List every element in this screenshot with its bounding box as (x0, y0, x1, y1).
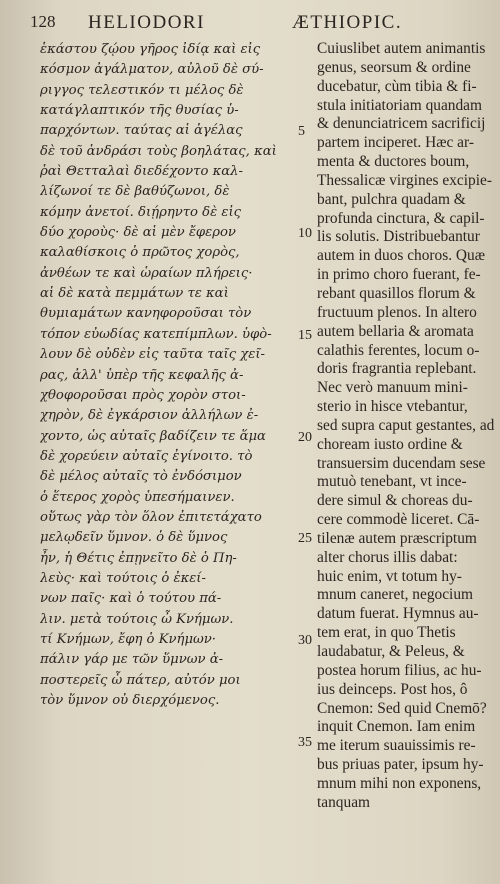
margin-line-number: 15 (298, 327, 312, 343)
greek-text-line: οὕτως γὰρ τὸν ὅλον ἐπιτετάχατο (40, 509, 262, 525)
greek-text-line: χθοφοροῦσαι πρὸς χορὸν στοι- (40, 387, 246, 403)
greek-text-line: κόμην ἀνετοί. διῄρηντο δὲ εἰς (40, 204, 242, 220)
latin-text-line: mnum caneret, negocium (317, 586, 473, 604)
greek-text-line: τὸν ὕμνον οὐ διερχόμενος. (40, 693, 220, 708)
latin-text-line: Cnemon: Sed quid Cnemō? (317, 699, 487, 717)
latin-text-line: tilenæ autem præscriptum (317, 529, 477, 547)
greek-text-line: ἀνθέων τε καὶ ὡραίων πλήρεις· (40, 265, 253, 281)
latin-text-line: choream iusto ordine & (317, 435, 463, 453)
greek-text-line: κόσμον ἀγάλματον, αὐλοῦ δὲ σύ- (40, 62, 264, 78)
greek-text-line: λίζωνοί τε δὲ βαθύζωνοι, δὲ (40, 184, 230, 200)
margin-line-number: 35 (298, 734, 312, 750)
greek-text-line: παρχόντων. ταύτας αἱ ἀγέλας (40, 123, 243, 139)
latin-text-line: sterio in hisce vtebantur, (317, 398, 468, 416)
margin-line-number: 20 (298, 429, 312, 445)
running-title-left: HELIODORI (88, 12, 205, 33)
latin-text-line: Thessalicæ virgines excipie- (317, 171, 492, 189)
latin-text-line: genus, seorsum & ordine (317, 58, 471, 76)
latin-text-line: dere simul & choreas du- (317, 492, 473, 510)
latin-text-line: tanquam (317, 793, 370, 811)
latin-text-line: laudabatur, & Peleus, & (317, 643, 465, 660)
latin-text-line: bant, pulchra quadam & (317, 190, 466, 208)
greek-text-line: λουν δὲ οὐδὲν εἰς ταῦτα ταῖς χεῖ- (40, 347, 265, 363)
greek-text-line: χηρὸν, δὲ ἐγκάρσιον ἀλλήλων ἐ- (40, 408, 259, 424)
latin-text-line: profunda cinctura, & capil- (317, 209, 485, 227)
greek-text-line: δὲ μέλος αὐταῖς τὸ ἐνδόσιμον (40, 469, 242, 485)
greek-text-line: δύο χοροὺς· δὲ αἱ μὲν ἔφερον (40, 225, 236, 241)
greek-text-line: λεὺς· καὶ τούτοις ὁ ἐκεί- (40, 570, 206, 586)
latin-text-line: ius deinceps. Post hos, ô (317, 680, 468, 698)
latin-text-line: in primo choro fuerant, fe- (317, 266, 481, 284)
greek-text-line: μελῳδεῖν ὕμνον. ὁ δὲ ὕμνος (40, 530, 228, 546)
greek-text-line: τόπον εὐωδίας κατεπίμπλων. ὑφὸ- (40, 326, 272, 342)
greek-text-line: τί Κνήμων, ἔφη ὁ Κνήμων· (40, 631, 216, 647)
latin-text-line: mnum mihi non exponens, (317, 774, 482, 792)
greek-text-line: δὲ τοῦ ἀνδράσι τοὺς βοηλάτας, καὶ (40, 143, 277, 159)
latin-text-line: mutuò tenebant, vt ince- (317, 473, 467, 491)
latin-text-line: ducebatur, cùm tibia & fi- (317, 77, 477, 95)
greek-text-line: ῥαὶ Θετταλαὶ διεδέχοντο καλ- (40, 164, 243, 180)
latin-text-line: inquit Cnemon. Iam enim (317, 718, 476, 736)
latin-text-line: tem erat, in quo Thetis (317, 624, 456, 642)
latin-text-line: calathis ferentes, locum o- (317, 341, 480, 359)
latin-text-line: partem inciperet. Hæc ar- (317, 134, 474, 152)
greek-text-line: νων παῖς· καὶ ὁ τούτου πά- (40, 591, 222, 607)
margin-line-number: 10 (298, 226, 312, 242)
greek-column (40, 40, 302, 711)
margin-line-number: 30 (298, 633, 312, 649)
latin-text-line: sed supra caput gestantes, ad (317, 416, 495, 434)
margin-line-number: 5 (298, 124, 305, 140)
latin-text-line: fructuum plenos. In altero (317, 303, 477, 321)
latin-text-line: & denunciatricem sacrificij (317, 115, 486, 133)
greek-text-line: ρας, ἀλλ' ὑπὲρ τῆς κεφαλῆς ἀ- (40, 367, 244, 383)
greek-text-line: ὁ ἕτερος χορὸς ὑπεσήμαινεν. (40, 489, 235, 505)
greek-text-line: αἱ δὲ κατὰ πεμμάτων τε καὶ (40, 286, 229, 302)
latin-text-line: lis solutis. Distribuebantur (317, 228, 480, 246)
greek-text-line: ἑκάστου ζῴου γῆρος ἰδίᾳ καὶ εἰς (40, 42, 261, 57)
greek-text-line: πάλιν γάρ με τῶν ὕμνων ἀ- (40, 652, 224, 668)
latin-text-line: rebant quasillos florum & (317, 284, 476, 302)
latin-text-line: autem in duos choros. Quæ (317, 247, 485, 265)
latin-text-line: Cuiuslibet autem animantis (317, 40, 486, 57)
latin-text-line: autem bellaria & aromata (317, 322, 474, 340)
latin-text-line: Nec verò manuum mini- (317, 379, 468, 397)
greek-text-line: κατάγλαπτικόν τῆς θυσίας ὑ- (40, 103, 239, 119)
greek-text-line: καλαθίσκοις ὁ πρῶτος χορὸς, (40, 245, 240, 261)
greek-text-line: ποστερεῖς ὦ πάτερ, αὐτόν μοι (40, 672, 241, 688)
margin-line-number: 25 (298, 531, 312, 547)
latin-text-line: me iterum suauissimis re- (317, 737, 476, 755)
latin-text-line: stula initiatoriam quandam (317, 96, 482, 114)
greek-text-line: θυμιαμάτων κανηφοροῦσαι τὸν (40, 306, 252, 322)
latin-text-line: doris fragrantia replebant. (317, 360, 477, 378)
latin-text-line: huic enim, vt totum hy- (317, 567, 462, 585)
latin-text-line: transuersim ducendam sese (317, 454, 486, 472)
page-number: 128 (30, 12, 56, 31)
latin-text-line: datum fuerat. Hymnus au- (317, 605, 479, 623)
running-header (30, 12, 488, 34)
greek-text-line: λιν. μετὰ τούτοις ὦ Κνήμων. (40, 611, 234, 627)
running-title-right: ÆTHIOPIC. (292, 12, 403, 33)
latin-column (317, 40, 497, 813)
latin-text-line: postea horum filius, ac hu- (317, 661, 482, 679)
latin-text-line: cere commodè liceret. Cā- (317, 511, 480, 529)
latin-text-line: menta & ductores boum, (317, 153, 470, 171)
greek-text-line: δὲ χορεύειν αὐταῖς ἐγίνοιτο. τὸ (40, 448, 253, 464)
greek-text-line: ριγγος τελεστικόν τι μέλος δὲ (40, 82, 244, 98)
greek-text-line: ἦν, ἡ Θέτις ἐπῃνεῖτο δὲ ὁ Πη- (40, 550, 237, 566)
latin-text-line: bus priuas pater, ipsum hy- (317, 756, 484, 774)
latin-text-line: alter chorus illis dabat: (317, 548, 458, 566)
greek-text-line: χοντο, ὡς αὐταῖς βαδίζειν τε ἅμα (40, 428, 266, 444)
